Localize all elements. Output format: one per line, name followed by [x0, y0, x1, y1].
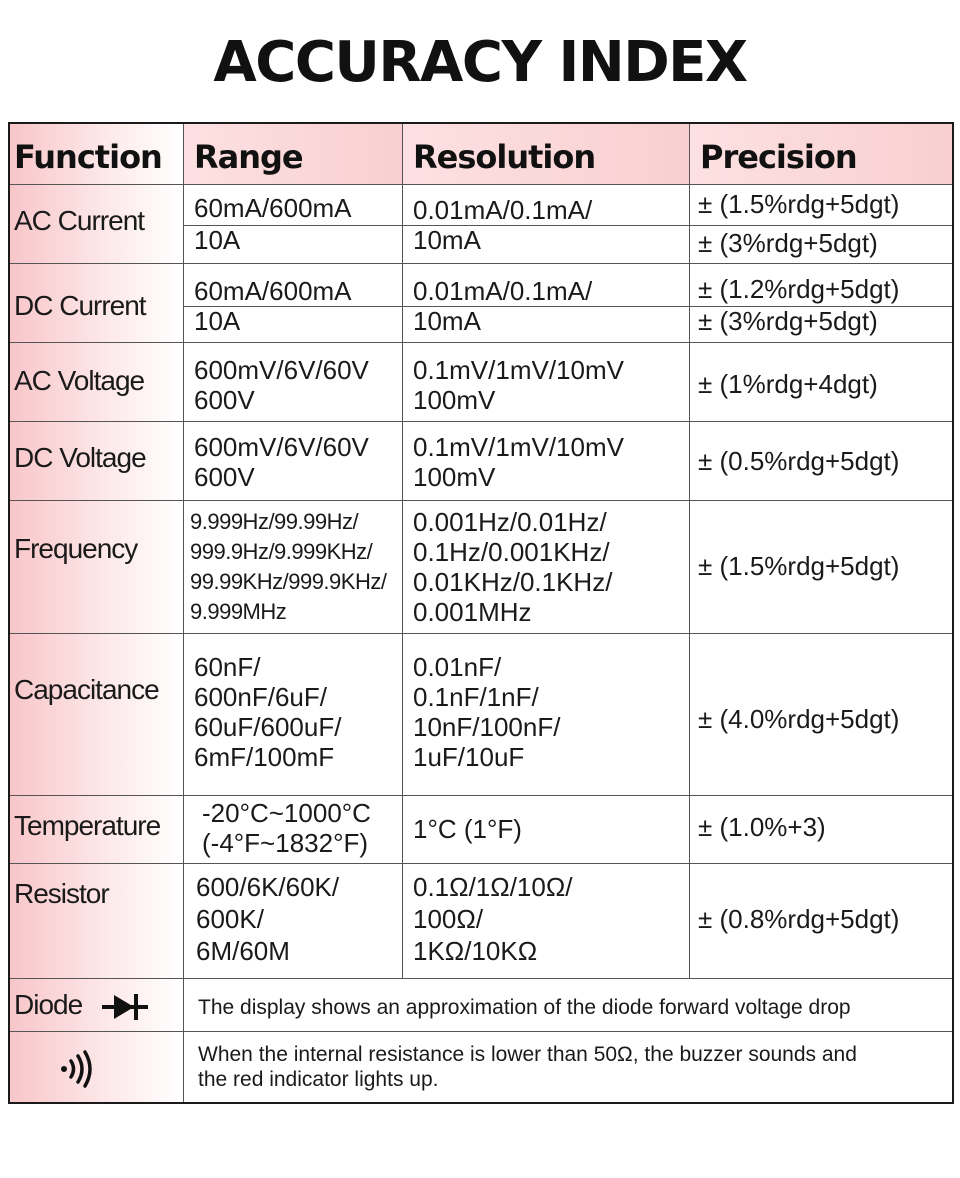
function-label: AC Current: [14, 205, 145, 236]
row-diode-function: [10, 979, 184, 1032]
frequency-range: [184, 501, 403, 634]
ac-current-precision: [690, 185, 952, 264]
function-label: Resistor: [14, 878, 109, 909]
function-label: Frequency: [14, 533, 138, 564]
resolution-line: 100mV: [413, 385, 496, 415]
diode-note-cell: [184, 979, 952, 1032]
range-line: (-4°F~1832°F): [202, 828, 369, 858]
function-label: DC Voltage: [14, 442, 146, 473]
range-line: 9.999Hz/99.99Hz/: [190, 509, 359, 534]
precision-line: ± (3%rdg+5dgt): [698, 306, 878, 336]
header-range-cell: [184, 124, 403, 185]
range-line: 60mA/600mA: [194, 276, 352, 306]
frequency-precision: [690, 501, 952, 634]
dc-current-precision: [690, 264, 952, 343]
precision-line: ± (1.5%rdg+5dgt): [698, 189, 900, 219]
continuity-note-cell: [184, 1032, 952, 1102]
resolution-line: 0.01KHz/0.1KHz/: [413, 567, 613, 597]
range-line: 6M/60M: [196, 936, 290, 966]
range-line: 60uF/600uF/: [194, 712, 342, 742]
ac-voltage-precision: [690, 343, 952, 422]
function-label: DC Current: [14, 290, 146, 321]
header-precision: Precision: [700, 138, 857, 176]
range-line: 6mF/100mF: [194, 742, 335, 772]
precision-line: ± (0.5%rdg+5dgt): [698, 446, 900, 476]
precision-line: ± (3%rdg+5dgt): [698, 228, 878, 258]
row-dc-current-function: [10, 264, 184, 343]
resolution-line: 0.01mA/0.1mA/: [413, 195, 593, 225]
range-line: 600mV/6V/60V: [194, 355, 369, 385]
capacitance-resolution: [403, 634, 690, 796]
header-function-cell: [10, 124, 184, 185]
buzzer-icon: [60, 1050, 96, 1088]
range-line: -20°C~1000°C: [202, 798, 371, 828]
range-line: 600mV/6V/60V: [194, 432, 369, 462]
row-resistor-function: [10, 864, 184, 979]
row-temperature-function: [10, 796, 184, 864]
range-line: 999.9Hz/9.999KHz/: [190, 539, 373, 564]
dc-voltage-range: [184, 422, 403, 501]
resolution-line: 1°C (1°F): [413, 814, 522, 844]
precision-line: ± (1.5%rdg+5dgt): [698, 551, 900, 581]
frequency-resolution: [403, 501, 690, 634]
dc-voltage-resolution: [403, 422, 690, 501]
row-dc-voltage-function: [10, 422, 184, 501]
resolution-line: 1uF/10uF: [413, 742, 525, 772]
temperature-range: [184, 796, 403, 864]
row-ac-current-function: [10, 185, 184, 264]
range-line: 60mA/600mA: [194, 193, 352, 223]
range-line: 10A: [194, 225, 241, 255]
row-ac-voltage-function: [10, 343, 184, 422]
range-line: 600K/: [196, 904, 264, 934]
resolution-line: 0.01nF/: [413, 652, 502, 682]
dc-voltage-precision: [690, 422, 952, 501]
resolution-line: 0.01mA/0.1mA/: [413, 276, 593, 306]
range-line: 9.999MHz: [190, 599, 287, 624]
accuracy-table: [8, 122, 954, 1104]
resolution-line: 10mA: [413, 306, 481, 336]
precision-line: ± (4.0%rdg+5dgt): [698, 704, 900, 734]
row-capacitance-function: [10, 634, 184, 796]
resolution-line: 10nF/100nF/: [413, 712, 561, 742]
diode-icon: [102, 991, 148, 1023]
capacitance-precision: [690, 634, 952, 796]
temperature-precision: [690, 796, 952, 864]
function-label: Capacitance: [14, 674, 159, 705]
range-line: 99.99KHz/999.9KHz/: [190, 569, 387, 594]
precision-line: ± (1.0%+3): [698, 812, 826, 842]
ac-voltage-resolution: [403, 343, 690, 422]
row-frequency-function: [10, 501, 184, 634]
dc-current-range: [184, 264, 403, 343]
continuity-note-line: When the internal resistance is lower than 50Ω, the buzzer sounds and: [198, 1043, 857, 1066]
header-resolution-cell: [403, 124, 690, 185]
resolution-line: 100Ω/: [413, 904, 484, 934]
function-label: AC Voltage: [14, 365, 145, 396]
temperature-resolution: [403, 796, 690, 864]
resolution-line: 0.1Ω/1Ω/10Ω/: [413, 872, 573, 902]
ac-current-resolution: [403, 185, 690, 264]
resolution-line: 0.1nF/1nF/: [413, 682, 539, 712]
function-label: Temperature: [14, 810, 161, 841]
capacitance-range: [184, 634, 403, 796]
resolution-line: 0.1Hz/0.001KHz/: [413, 537, 610, 567]
function-label: Diode: [14, 989, 83, 1020]
resolution-line: 0.001Hz/0.01Hz/: [413, 507, 607, 537]
page-title: ACCURACY INDEX: [213, 30, 747, 95]
range-line: 600V: [194, 462, 255, 492]
range-line: 60nF/: [194, 652, 261, 682]
precision-line: ± (0.8%rdg+5dgt): [698, 904, 900, 934]
precision-line: ± (1%rdg+4dgt): [698, 369, 878, 399]
header-precision-cell: [690, 124, 952, 185]
dc-current-resolution: [403, 264, 690, 343]
resolution-line: 0.1mV/1mV/10mV: [413, 432, 624, 462]
range-line: 600/6K/60K/: [196, 872, 340, 902]
diode-note: The display shows an approximation of the diode forward voltage drop: [198, 996, 851, 1019]
header-function: Function: [14, 138, 162, 176]
continuity-note-line: the red indicator lights up.: [198, 1068, 439, 1091]
range-line: 600nF/6uF/: [194, 682, 327, 712]
ac-current-range: [184, 185, 403, 264]
resistor-precision: [690, 864, 952, 979]
header-resolution: Resolution: [413, 138, 596, 176]
resolution-line: 100mV: [413, 462, 496, 492]
resolution-line: 1KΩ/10KΩ: [413, 936, 538, 966]
resolution-line: 0.1mV/1mV/10mV: [413, 355, 624, 385]
range-line: 600V: [194, 385, 255, 415]
resistor-range: [184, 864, 403, 979]
resistor-resolution: [403, 864, 690, 979]
precision-line: ± (1.2%rdg+5dgt): [698, 274, 900, 304]
ac-voltage-range: [184, 343, 403, 422]
row-continuity-function: [10, 1032, 184, 1102]
range-line: 10A: [194, 306, 241, 336]
resolution-line: 10mA: [413, 225, 481, 255]
header-range: Range: [194, 138, 303, 176]
resolution-line: 0.001MHz: [413, 597, 532, 627]
